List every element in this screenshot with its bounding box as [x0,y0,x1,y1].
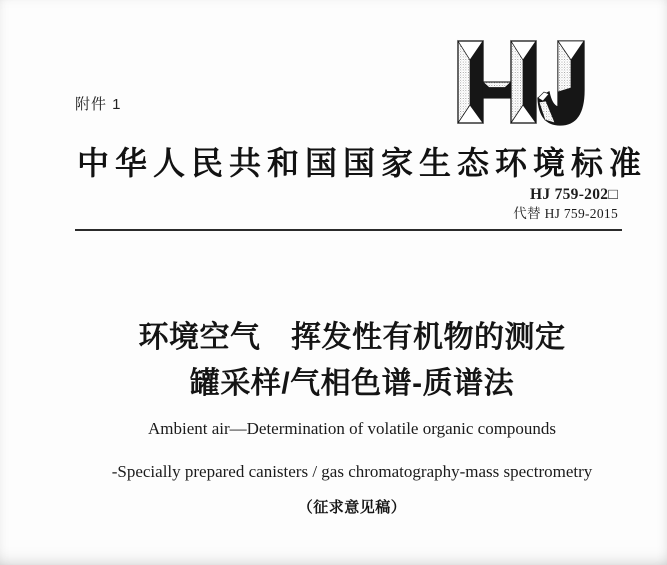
standard-title-zh-line1: 环境空气 挥发性有机物的测定 [138,321,566,354]
standard-title-en-line1: Ambient air—Determination of volatile organic compounds [147,419,557,438]
logo-letter-h [458,41,536,123]
standard-title-en-line2: -Specially prepared canisters / gas chromatography-mass spectrometry [111,462,593,481]
attachment-label: 附件 1 [75,96,122,113]
standard-title-zh-line2: 罐采样/气相色谱-质谱法 [189,367,515,400]
standard-title-zh [37,315,667,407]
header-divider-rule [75,229,622,231]
standard-number: HJ 759-202□ [529,186,618,203]
draft-for-comments-label: （征求意见稿） [297,499,407,516]
hj-logo [452,30,592,130]
document-number-block [513,186,618,221]
standard-name-heading: 中华人民共和国国家生态环境标准 [77,145,648,181]
replaces-note: 代替 HJ 759-2015 [513,206,618,221]
logo-letter-j [538,41,584,125]
